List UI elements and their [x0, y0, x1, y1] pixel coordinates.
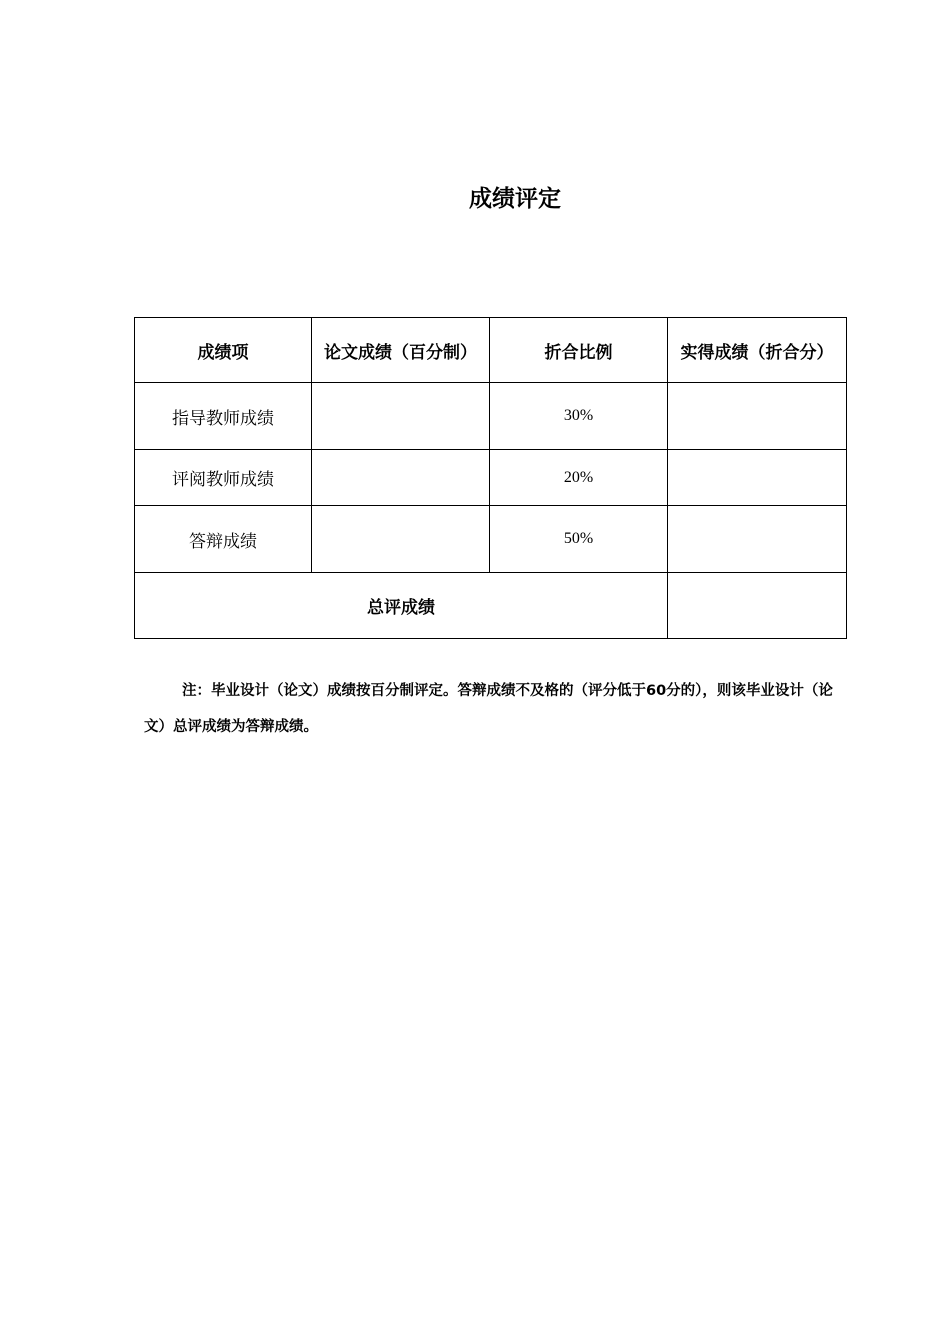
grade-table: [134, 317, 847, 639]
table-row: [135, 383, 847, 450]
grading-note: 注：毕业设计（论文）成绩按百分制评定。答辩成绩不及格的（评分低于60分的），则该毕业设计（论文）总评成绩为答辩成绩。: [144, 683, 833, 735]
row-item-label: 指导教师成绩: [135, 383, 312, 450]
row-item-label: 答辩成绩: [135, 506, 312, 573]
ratio-cell: 20%: [490, 450, 668, 506]
header-item: 成绩项: [135, 318, 312, 383]
table-row: [135, 506, 847, 573]
total-row: [135, 573, 847, 639]
table-row: [135, 450, 847, 506]
final-score-cell[interactable]: [668, 450, 847, 506]
total-score-label: 总评成绩: [135, 573, 668, 639]
final-score-cell[interactable]: [668, 383, 847, 450]
header-thesis-score: 论文成绩（百分制）: [312, 318, 490, 383]
thesis-score-cell[interactable]: [312, 450, 490, 506]
row-item-label: 评阅教师成绩: [135, 450, 312, 506]
final-score-cell[interactable]: [668, 506, 847, 573]
thesis-score-cell[interactable]: [312, 383, 490, 450]
total-score-cell[interactable]: [668, 573, 847, 639]
page-title: 成绩评定: [469, 186, 561, 212]
header-ratio: 折合比例: [490, 318, 668, 383]
thesis-score-cell[interactable]: [312, 506, 490, 573]
table-header-row: [135, 318, 847, 383]
header-final-score: 实得成绩（折合分）: [668, 318, 847, 383]
ratio-cell: 50%: [490, 506, 668, 573]
ratio-cell: 30%: [490, 383, 668, 450]
